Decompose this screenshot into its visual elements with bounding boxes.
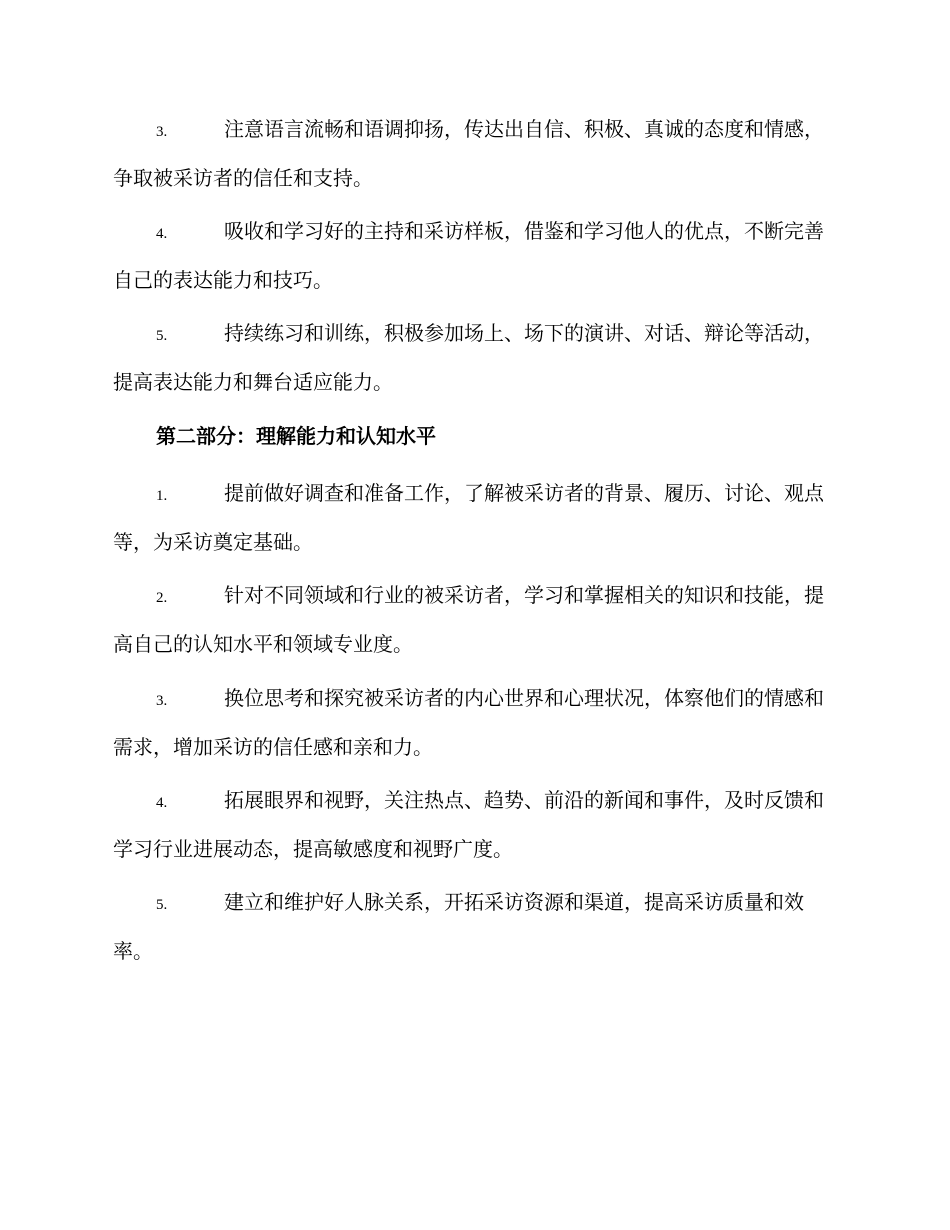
list-number: 4. xyxy=(156,795,168,811)
list-text: 吸收和学习好的主持和采访样板，借鉴和学习他人的优点，不断完善自己的表达能力和技巧。 xyxy=(113,219,824,292)
list-text: 换位思考和探究被采访者的内心世界和心理状况，体察他们的情感和需求，增加采访的信任感和亲和力。 xyxy=(113,686,824,759)
list-text: 建立和维护好人脉关系，开拓采访资源和渠道，提高采访质量和效率。 xyxy=(113,890,804,963)
list-text: 提前做好调查和准备工作，了解被采访者的背景、履历、讨论、观点等，为采访奠定基础。 xyxy=(113,481,824,554)
list-number: 5. xyxy=(156,897,168,913)
list-number: 3. xyxy=(156,124,168,140)
list-number: 5. xyxy=(156,328,168,344)
section-heading: 第二部分：理解能力和认知水平 xyxy=(156,424,436,448)
list-number: 2. xyxy=(156,590,168,606)
list-item xyxy=(113,675,838,770)
list-item xyxy=(113,777,838,872)
list-text: 拓展眼界和视野，关注热点、趋势、前沿的新闻和事件，及时反馈和学习行业进展动态，提高敏感度和视野广度。 xyxy=(113,788,824,861)
list-number: 4. xyxy=(156,226,168,242)
list-text: 注意语言流畅和语调抑扬，传达出自信、积极、真诚的态度和情感，争取被采访者的信任和支持。 xyxy=(113,117,824,190)
list-item xyxy=(113,310,838,405)
list-item xyxy=(113,106,838,201)
list-text: 针对不同领域和行业的被采访者，学习和掌握相关的知识和技能，提高自己的认知水平和领域专业度。 xyxy=(113,583,824,656)
list-number: 1. xyxy=(156,488,168,504)
list-item xyxy=(113,879,838,974)
list-item xyxy=(113,470,838,565)
list-text: 持续练习和训练，积极参加场上、场下的演讲、对话、辩论等活动，提高表达能力和舞台适应能力。 xyxy=(113,321,824,394)
list-item xyxy=(113,208,838,303)
list-number: 3. xyxy=(156,693,168,709)
list-item xyxy=(113,572,838,667)
